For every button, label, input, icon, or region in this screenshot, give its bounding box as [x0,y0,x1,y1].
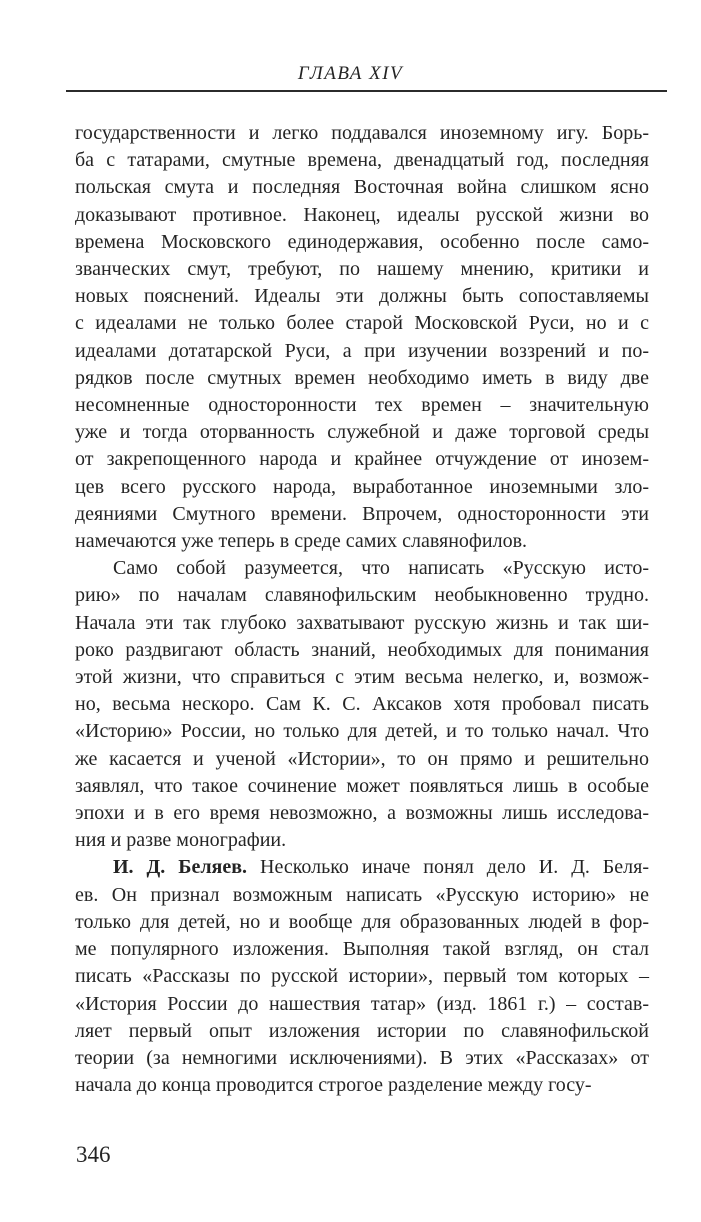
text-line: рию» по началам славянофильским необыкновенно трудно. [75,584,649,607]
running-head-chapter-title: ГЛАВА XIV [297,63,404,84]
text-line: же касается и ученой «Истории», то он прямо и решительно [75,747,649,770]
text-line: ев. Он признал возможным написать «Русскую историю» не [75,883,649,906]
page-number: 346 [76,1142,111,1167]
text-line: Начала эти так глубоко захватывают русскую жизнь и так ши- [75,611,649,634]
text-line: «Историю» России, но только для детей, и то только начал. Что [75,720,649,743]
text-line: ба с татарами, смутные времена, двенадцатый год, последняя [75,149,649,172]
text-line: идеалами дотатарской Руси, а при изучении воззрений и по- [75,339,649,362]
paragraph [75,555,649,854]
text-line: намечаются уже теперь в среде самих славянофилов. [75,530,528,553]
text-line: ния и разве монографии. [75,829,287,852]
text-line: доказывают противное. Наконец, идеалы русской жизни во [75,203,649,226]
text-line: званческих смут, требуют, по нашему мнению, критики и [75,258,649,281]
text-line: ляет первый опыт изложения истории по славянофильской [75,1019,649,1042]
text-line: «История России до нашествия татар» (изд. 1861 г.) – состав- [75,992,649,1015]
paragraph [75,854,649,1099]
text-line: уже и тогда оторванность служебной и даже торговой среды [75,421,649,444]
paragraph [75,120,649,555]
text-line: несомненные односторонности тех времен – значительную [75,394,649,417]
text-line: с идеалами не только более старой Московской Руси, но и с [75,312,649,335]
text-line: роко раздвигают область знаний, необходимых для понимания [75,638,649,661]
text-line: начала до конца проводится строгое разделение между госу- [75,1074,592,1097]
bold-lead: И. Д. Беляев. [113,856,248,879]
text-line: писать «Рассказы по русской истории», первый том которых – [75,965,649,988]
text-line: И. Д. Беляев. Несколько иначе понял дело И. Д. Беля- [113,856,649,879]
text-line: от закрепощенного народа и крайнее отчуждение от инозем- [75,448,649,471]
header-rule [66,90,667,92]
text-line: новых пояснений. Идеалы эти должны быть сопоставляемы [75,285,649,308]
text-line: времена Московского единодержавия, особенно после само- [75,230,649,253]
text-line: но, весьма нескоро. Сам К. С. Аксаков хотя пробовал писать [75,693,649,716]
text-line: теории (за немногими исключениями). В этих «Рассказах» от [75,1046,649,1069]
text-line: рядков после смутных времен необходимо иметь в виду две [75,366,649,389]
text-line: польская смута и последняя Восточная война слишком ясно [75,176,649,199]
text-line: только для детей, но и вообще для образованных людей в фор- [75,910,649,933]
text-block [75,120,649,1099]
text-line: этой жизни, что справиться с этим весьма нелегко, и, возмож- [75,666,649,689]
text-line: Само собой разумеется, что написать «Русскую исто- [113,557,649,580]
text-line: государственности и легко поддавался иноземному игу. Борь- [75,122,649,144]
text-line: деяниями Смутного времени. Впрочем, односторонности эти [75,502,649,525]
text-line: цев всего русского народа, выработанное иноземными зло- [75,475,649,498]
text-line: заявлял, что такое сочинение может появляться лишь в особые [75,774,649,797]
text-line: ме популярного изложения. Выполняя такой взгляд, он стал [75,938,649,961]
text-line: эпохи и в его время невозможно, а возможны лишь исследова- [75,802,649,825]
